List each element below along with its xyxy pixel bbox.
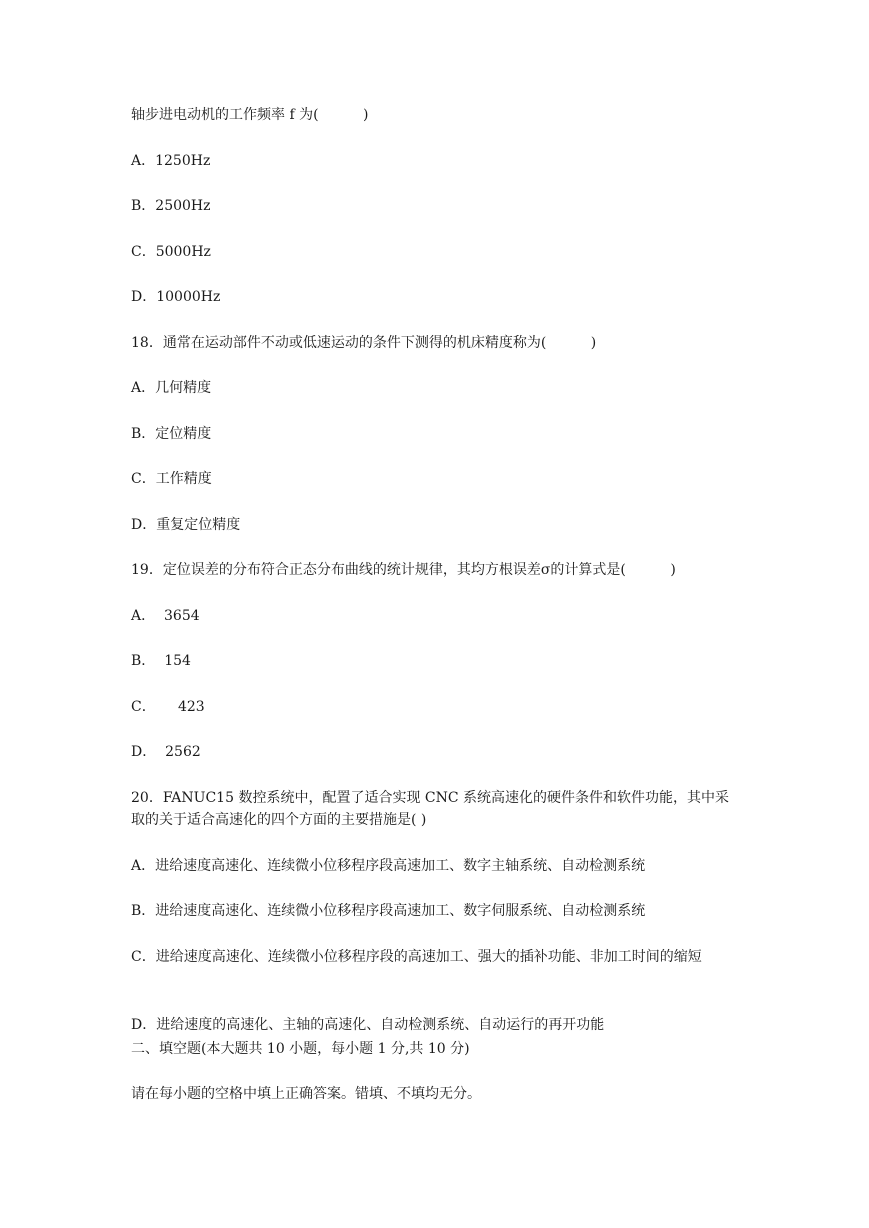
section-2-instructions: 请在每小题的空格中填上正确答案。错填、不填均无分。	[131, 1086, 481, 1102]
q17-option-b: B．2500Hz	[131, 198, 211, 214]
q19-option-a: A． 3654	[131, 608, 200, 624]
question-20-stem: 20．FANUC15 数控系统中，配置了适合实现 CNC 系统高速化的硬件条件和软件功能，其中采取的关于适合高速化的四个方面的主要措施是( )	[131, 790, 730, 828]
q17-option-c: C．5000Hz	[131, 244, 211, 260]
q20-option-a: A．进给速度高速化、连续微小位移程序段高速加工、数字主轴系统、自动检测系统	[131, 858, 646, 874]
q19-option-b: B． 154	[131, 653, 191, 669]
question-19-stem: 19．定位误差的分布符合正态分布曲线的统计规律，其均方根误差σ的计算式是( )	[131, 562, 676, 578]
q20-option-b: B．进给速度高速化、连续微小位移程序段高速加工、数字伺服系统、自动检测系统	[131, 903, 646, 919]
q18-option-a: A．几何精度	[131, 380, 212, 396]
q18-option-b: B．定位精度	[131, 426, 212, 442]
question-18-stem: 18．通常在运动部件不动或低速运动的条件下测得的机床精度称为( )	[131, 335, 597, 351]
q18-option-c: C．工作精度	[131, 471, 212, 487]
q18-option-d: D．重复定位精度	[131, 517, 241, 533]
q17-option-a: A．1250Hz	[131, 153, 211, 169]
section-2-heading: 二、填空题(本大题共 10 小题，每小题 1 分,共 10 分)	[131, 1041, 470, 1057]
q17-option-d: D．10000Hz	[131, 289, 221, 305]
question-17-stem-continued: 轴步进电动机的工作频率 f 为( )	[131, 107, 369, 123]
q20-option-d: D．进给速度的高速化、主轴的高速化、自动检测系统、自动运行的再开功能	[131, 1017, 605, 1033]
q19-option-d: D． 2562	[131, 744, 201, 760]
q20-option-c: C．进给速度高速化、连续微小位移程序段的高速加工、强大的插补功能、非加工时间的缩短	[131, 949, 702, 965]
q19-option-c: C． 423	[131, 699, 205, 715]
